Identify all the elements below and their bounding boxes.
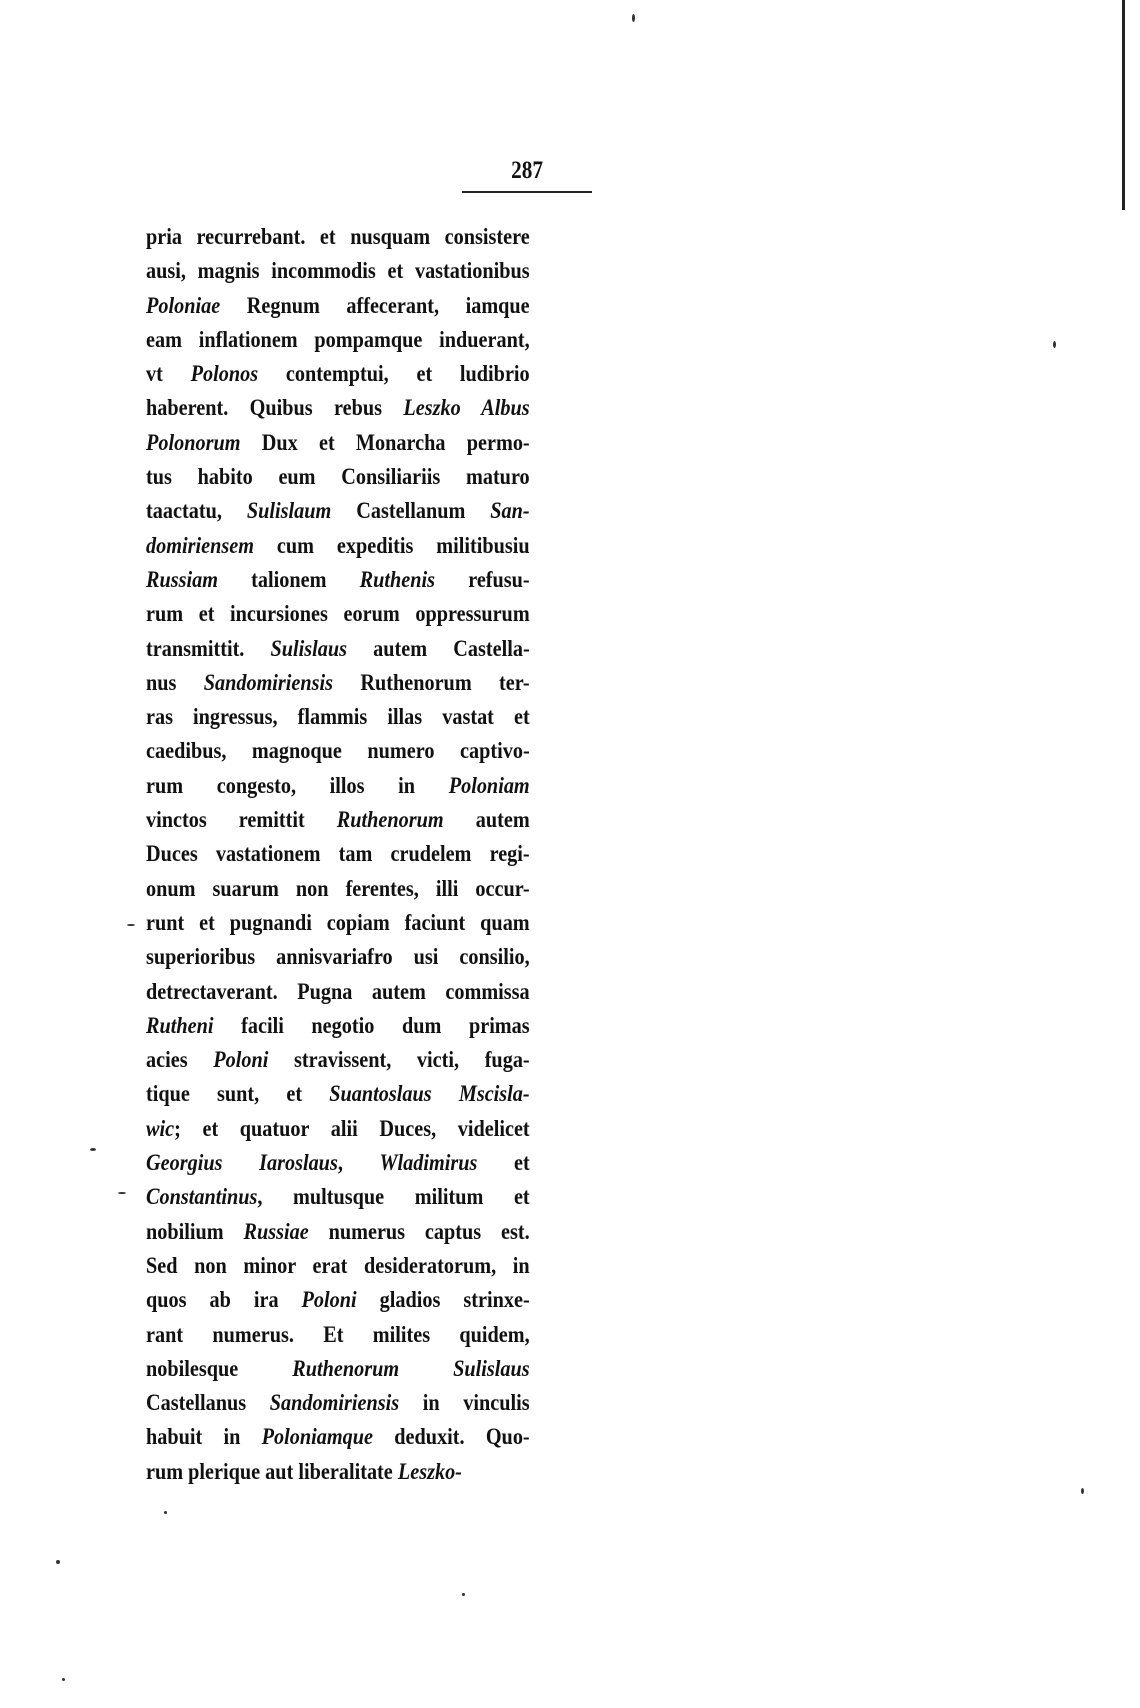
text-line: [146, 426, 530, 460]
italic-text: Russiam: [146, 566, 219, 592]
text-line: [146, 666, 530, 700]
text-line: [146, 1249, 530, 1283]
italic-text: Wladimirus: [379, 1150, 478, 1176]
text-line: [146, 1386, 530, 1420]
text-segment: facili negotio dum primas: [213, 1012, 530, 1038]
text-segment: rum et incursiones eorum oppressurum: [146, 601, 530, 627]
text-line: [146, 1318, 530, 1352]
scan-speck: [62, 1678, 65, 1681]
text-segment: ausi, magnis incommodis et vastationibus: [146, 258, 530, 284]
italic-text: Poloniae: [146, 292, 221, 318]
italic-text: Poloniamque: [261, 1424, 373, 1450]
text-line: [146, 1180, 530, 1214]
text-segment: refusu-: [435, 566, 530, 592]
text-segment: cum expeditis militibusiu: [253, 532, 530, 558]
scan-speck: [90, 1148, 96, 1151]
text-segment: rum plerique aut liberalitate: [146, 1458, 398, 1484]
text-line: [146, 1283, 530, 1317]
text-segment: quos ab ira: [146, 1287, 302, 1313]
text-segment: Dux et Monarcha permo-: [240, 429, 530, 455]
text-segment: ras ingressus, flammis illas vastat et: [146, 704, 530, 730]
text-segment: superioribus annisvariafro usi consilio,: [146, 944, 530, 970]
text-line: [146, 391, 530, 425]
header-rule: [462, 191, 592, 193]
text-segment: rum congesto, illos in: [146, 772, 449, 798]
text-line: [146, 803, 530, 837]
italic-text: Constantinus: [146, 1184, 258, 1210]
text-line: [146, 563, 530, 597]
text-segment: in vinculis: [399, 1390, 530, 1416]
text-line: [146, 323, 530, 357]
text-segment: onum suarum non ferentes, illi occur-: [146, 875, 530, 901]
scan-speck: [1053, 341, 1056, 348]
text-line: [146, 1112, 530, 1146]
text-segment: stravissent, victi, fuga-: [268, 1047, 530, 1073]
text-segment: nobilium: [146, 1218, 244, 1244]
text-segment: taactatu,: [146, 498, 247, 524]
text-line: [146, 1009, 530, 1043]
text-line: [146, 1455, 530, 1489]
text-segment: tique sunt, et: [146, 1081, 330, 1107]
page-edge-line: [1122, 0, 1125, 210]
text-segment: detrectaverant. Pugna autem commissa: [146, 978, 530, 1004]
text-line: [146, 632, 530, 666]
text-line: [146, 700, 530, 734]
text-segment: haberent. Quibus rebus: [146, 395, 404, 421]
text-line: [146, 597, 530, 631]
text-segment: pria recurrebant. et nusquam consistere: [146, 224, 530, 249]
text-segment: autem: [443, 807, 530, 833]
text-segment: tus habito eum Consiliariis maturo: [146, 464, 530, 490]
italic-text: wic: [146, 1115, 175, 1141]
text-line: [146, 975, 530, 1009]
text-line: [146, 1146, 530, 1180]
italic-text: San-: [490, 498, 530, 524]
italic-text: Sandomiriensis: [203, 669, 334, 695]
italic-text: Leszko Albus: [403, 395, 530, 421]
text-segment: Castellanum: [331, 498, 491, 524]
italic-text: Sulislaus: [453, 1355, 530, 1381]
page-number: 287: [511, 157, 543, 184]
text-line: [146, 837, 530, 871]
italic-text: Poloni: [213, 1047, 269, 1073]
italic-text: Polonorum: [146, 429, 241, 455]
text-segment: gladios strinxe-: [356, 1287, 530, 1313]
text-segment: contemptui, et ludibrio: [258, 361, 530, 387]
scan-speck: [164, 1511, 167, 1514]
italic-text: Suantoslaus Mscisla-: [329, 1081, 530, 1107]
text-line: [146, 734, 530, 768]
text-segment: ,: [337, 1150, 380, 1176]
italic-text: Sandomiriensis: [269, 1390, 400, 1416]
text-segment: deduxit. Quo-: [372, 1424, 530, 1450]
text-line: [146, 1215, 530, 1249]
italic-text: Leszko-: [397, 1458, 462, 1484]
scan-speck: [56, 1560, 60, 1564]
text-line: [146, 769, 530, 803]
italic-text: Poloniam: [448, 772, 530, 798]
text-segment: autem Castella-: [347, 635, 530, 661]
italic-text: Sulislaum: [246, 498, 332, 524]
scan-speck: [462, 1593, 465, 1596]
italic-text: Russiae: [243, 1218, 309, 1244]
text-segment: rant numerus. Et milites quidem,: [146, 1321, 530, 1347]
italic-text: Sulislaus: [270, 635, 348, 661]
scan-speck: [118, 1192, 126, 1194]
text-line: [146, 220, 530, 254]
text-line: [146, 872, 530, 906]
italic-text: Polonos: [190, 361, 259, 387]
text-segment: Regnum affecerant, iamque: [220, 292, 530, 318]
text-segment: Castellanus: [146, 1390, 270, 1416]
text-line: [146, 1077, 530, 1111]
text-line: [146, 1352, 530, 1386]
italic-text: Ruthenis: [359, 566, 436, 592]
text-line: [146, 1420, 530, 1454]
text-line: [146, 906, 530, 940]
text-line: [146, 494, 530, 528]
text-segment: caedibus, magnoque numero captivo-: [146, 738, 530, 764]
text-segment: runt et pugnandi copiam faciunt quam: [146, 909, 530, 935]
text-line: [146, 460, 530, 494]
scan-speck: [632, 14, 635, 22]
text-segment: eam inflationem pompamque induerant,: [146, 326, 530, 352]
text-segment: nobilesque: [146, 1355, 293, 1381]
text-segment: [399, 1356, 453, 1381]
text-line: [146, 940, 530, 974]
text-line: [146, 1043, 530, 1077]
scan-speck: [127, 924, 135, 926]
scan-speck: [1081, 1488, 1084, 1494]
text-segment: numerus captus est.: [308, 1218, 530, 1244]
text-segment: transmittit.: [146, 635, 271, 661]
text-line: [146, 357, 530, 391]
italic-text: domiriensem: [146, 532, 254, 558]
text-segment: nus: [146, 669, 204, 695]
text-line: [146, 289, 530, 323]
italic-text: Rutheni: [146, 1012, 214, 1038]
text-segment: Ruthenorum ter-: [333, 669, 530, 695]
text-line: [146, 254, 530, 288]
text-segment: vt: [146, 361, 191, 387]
text-line: [146, 529, 530, 563]
text-segment: vinctos remittit: [146, 807, 337, 833]
text-segment: acies: [146, 1047, 214, 1073]
italic-text: Ruthenorum: [292, 1355, 400, 1381]
text-segment: , multusque militum et: [257, 1184, 530, 1210]
text-segment: Sed non minor erat desideratorum, in: [146, 1252, 530, 1278]
text-segment: Duces vastationem tam crudelem regi-: [146, 841, 530, 867]
text-segment: talionem: [218, 566, 360, 592]
text-segment: ; et quatuor alii Duces, videlicet: [174, 1115, 530, 1141]
text-segment: et: [477, 1150, 530, 1176]
italic-text: Georgius Iaroslaus: [146, 1150, 338, 1176]
text-segment: habuit in: [146, 1424, 262, 1450]
body-text: [146, 220, 530, 1489]
italic-text: Ruthenorum: [336, 807, 444, 833]
italic-text: Poloni: [301, 1287, 357, 1313]
